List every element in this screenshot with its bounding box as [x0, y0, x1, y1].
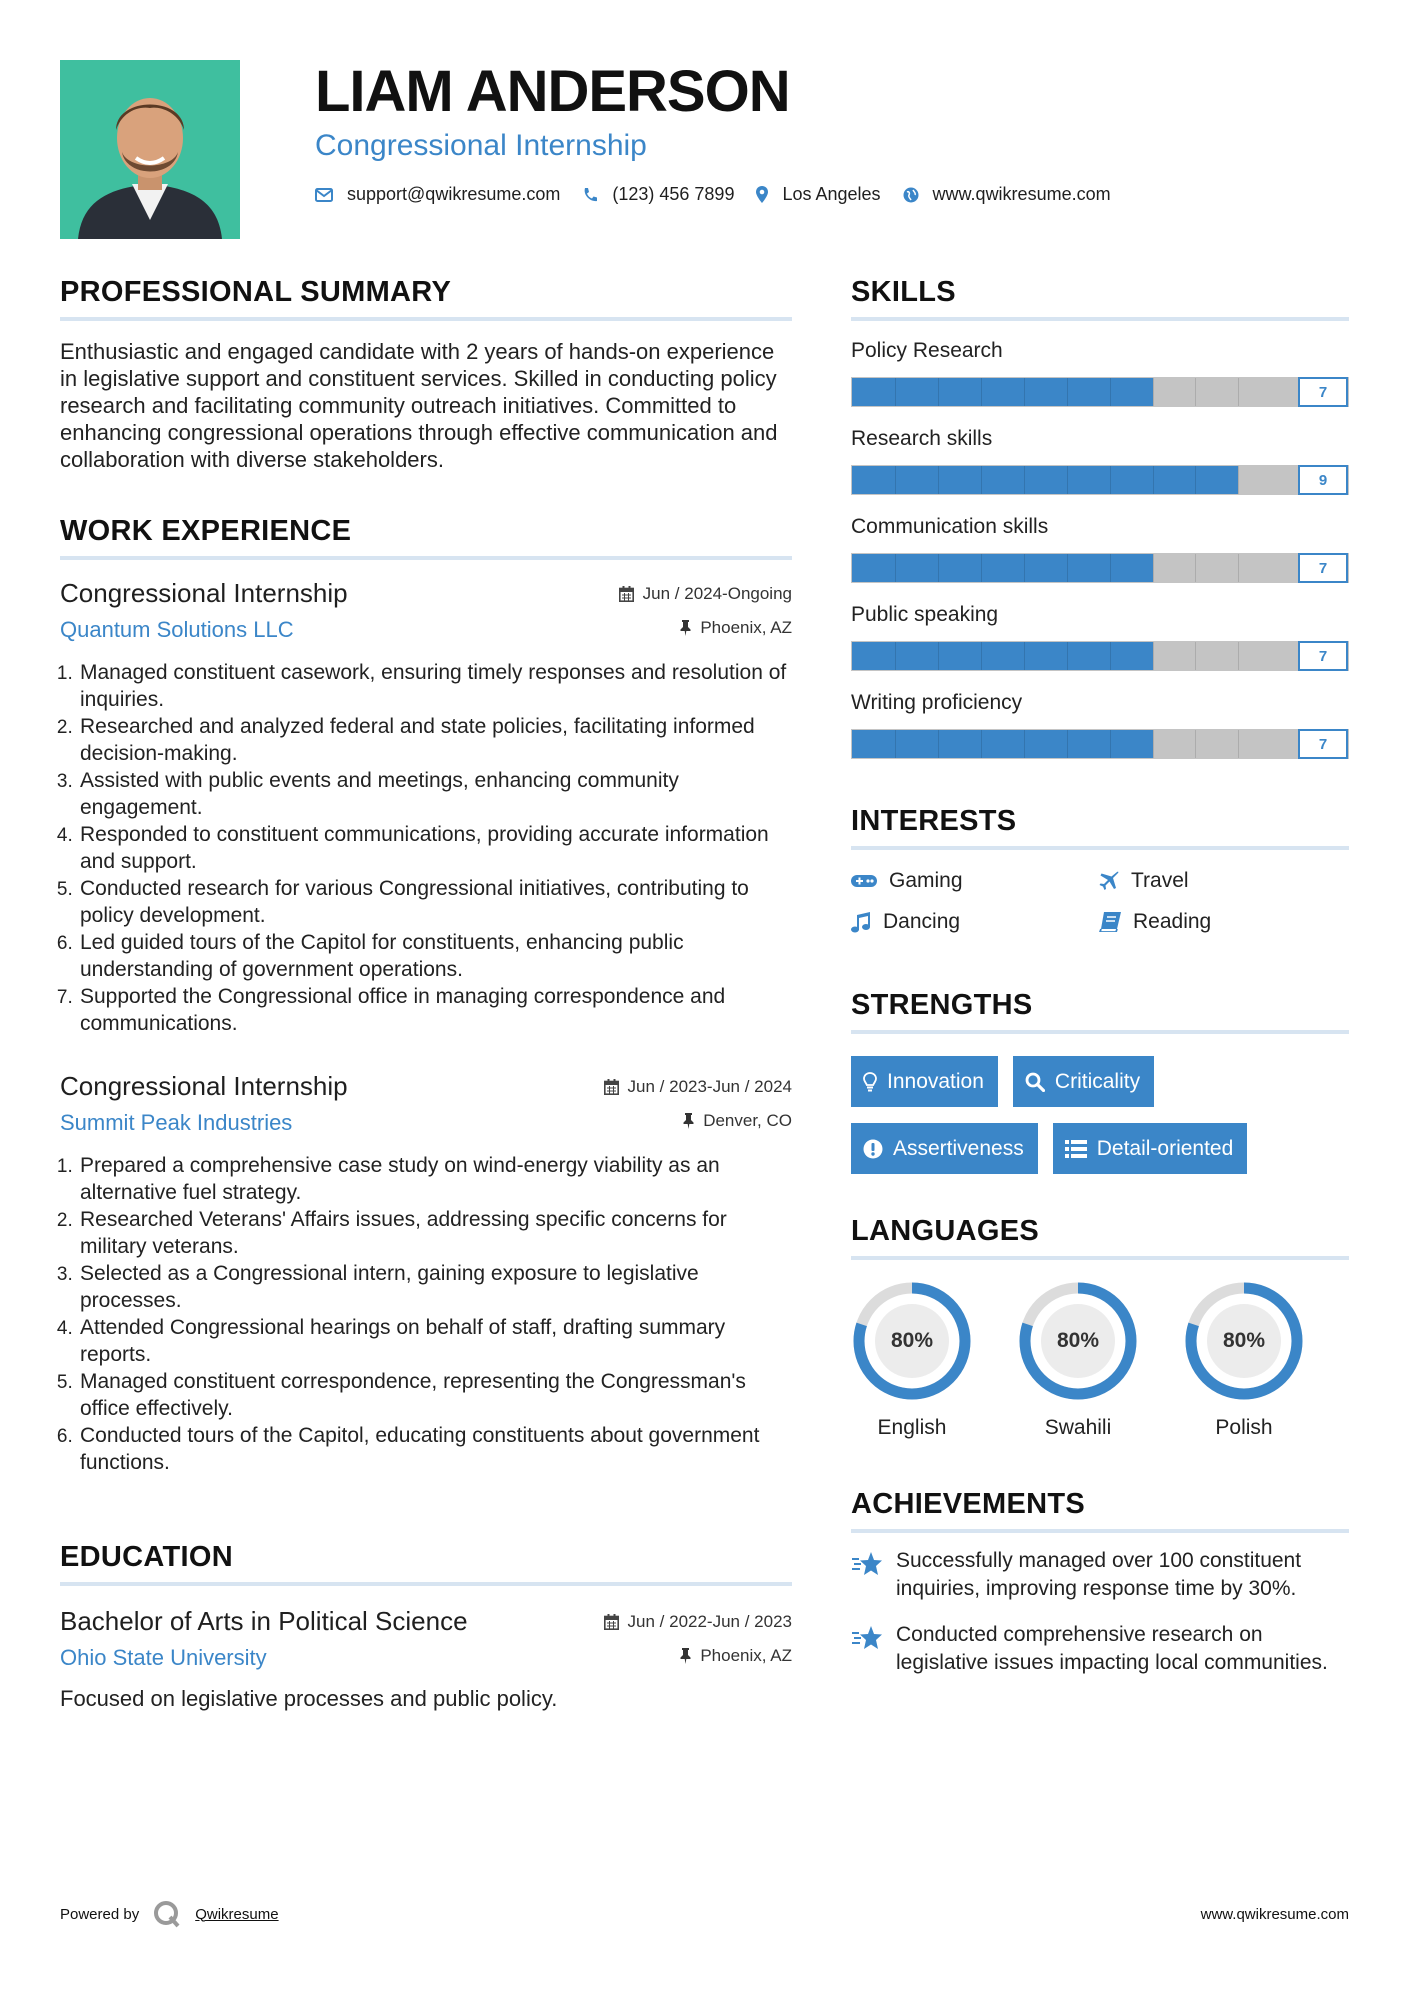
skill-label: Communication skills — [851, 515, 1049, 538]
summary-heading: PROFESSIONAL SUMMARY — [60, 276, 452, 308]
job-location-text: Phoenix, AZ — [700, 618, 792, 637]
strength-badge — [851, 1123, 1038, 1174]
strength-label: Detail-oriented — [1096, 1136, 1234, 1160]
skill-bar-segment — [1024, 642, 1025, 670]
skill-bar-segment — [1153, 730, 1154, 758]
skill-label: Research skills — [851, 427, 993, 450]
profile-photo — [60, 60, 240, 239]
skill-label: Policy Research — [851, 339, 1003, 362]
skill-bar-segment — [895, 554, 896, 582]
job-company: Quantum Solutions LLC — [60, 617, 294, 642]
shooting-star-icon — [851, 1625, 883, 1651]
skill-bar-segment — [1153, 378, 1154, 406]
plane-icon — [1099, 871, 1119, 891]
interest-item — [1099, 910, 1349, 934]
language-name: Polish — [1215, 1416, 1273, 1439]
skill-bar-segment — [1110, 466, 1111, 494]
calendar-icon — [604, 1079, 619, 1095]
skill-bar-segment — [981, 642, 982, 670]
interests-heading: INTERESTS — [851, 805, 1017, 837]
achievement-item — [851, 1547, 1349, 1603]
section-divider — [60, 556, 792, 560]
footer-website[interactable]: www.qwikresume.com — [1200, 1906, 1349, 1923]
skill-bar-segment — [981, 466, 982, 494]
strength-label: Innovation — [887, 1069, 984, 1093]
education-description: Focused on legislative processes and public policy. — [60, 1686, 558, 1711]
job-date-text: Jun / 2023-Jun / 2024 — [627, 1077, 792, 1096]
skill-item — [851, 427, 1349, 495]
shooting-star-icon — [851, 1551, 883, 1577]
list-item: 4. Attended Congressional hearings on behalf of staff, drafting summary reports. — [78, 1314, 792, 1368]
skill-bar-segment — [1067, 466, 1068, 494]
skill-bar-segment — [1067, 642, 1068, 670]
skill-bar-segment — [895, 642, 896, 670]
list-item: 1. Managed constituent casework, ensuring timely responses and resolution of inquiries. — [78, 659, 792, 713]
strength-badge — [1053, 1123, 1248, 1174]
skill-bar-fill — [852, 466, 1238, 494]
list-item: 7. Supported the Congressional office in managing correspondence and communications. — [78, 983, 792, 1037]
skill-bar-segment — [1195, 378, 1196, 406]
interest-label: Reading — [1133, 910, 1212, 933]
skill-bar-segment — [1153, 642, 1154, 670]
calendar-icon — [619, 586, 634, 602]
list-icon — [1065, 1140, 1087, 1158]
strengths-section — [851, 989, 1349, 1174]
skill-bar — [851, 553, 1349, 583]
language-percent: 80% — [890, 1329, 934, 1352]
pushpin-icon — [680, 1648, 691, 1664]
skill-bar-segment — [938, 730, 939, 758]
skill-level: 9 — [1298, 465, 1348, 495]
skill-bar-segment — [981, 378, 982, 406]
skill-bar-segment — [981, 730, 982, 758]
list-item: 6. Led guided tours of the Capitol for constituents, enhancing public understanding of government operations. — [78, 929, 792, 983]
achievements-heading: ACHIEVEMENTS — [851, 1488, 1086, 1520]
section-divider — [851, 1529, 1349, 1533]
contact-phone[interactable] — [582, 184, 734, 205]
education-location-text: Phoenix, AZ — [700, 1646, 792, 1665]
skill-bar-segment — [938, 642, 939, 670]
job-location — [680, 618, 792, 638]
book-icon — [1099, 912, 1121, 932]
skill-bar-segment — [938, 378, 939, 406]
language-percent: 80% — [1222, 1329, 1266, 1352]
summary-text: Enthusiastic and engaged candidate with 2 years of hands-on experience in legislative support and constituent services. Skilled in conducting policy research and facilitating community outreach initiatives. Committed to enhancing congressional operations through effective communication and collaboration with diverse stakeholders. — [60, 339, 778, 472]
job-company: Summit Peak Industries — [60, 1110, 293, 1135]
music-icon — [851, 911, 871, 933]
language-item — [1017, 1280, 1183, 1440]
skill-level: 7 — [1298, 641, 1348, 671]
job-title: Congressional Internship — [60, 578, 348, 608]
skill-bar-segment — [1238, 730, 1239, 758]
candidate-name: LIAM ANDERSON — [315, 59, 790, 124]
interests-list — [851, 869, 1349, 934]
list-item: 3. Selected as a Congressional intern, gaining exposure to legislative processes. — [78, 1260, 792, 1314]
job-entry — [60, 578, 792, 1037]
skill-bar-segment — [1195, 730, 1196, 758]
job-date — [604, 1077, 792, 1097]
job-title: Congressional Internship — [60, 1071, 348, 1101]
skill-item — [851, 515, 1349, 583]
skill-bar-fill — [852, 642, 1153, 670]
search-icon — [1025, 1072, 1045, 1092]
globe-icon — [903, 187, 919, 203]
skill-bar-segment — [938, 466, 939, 494]
skill-bar-segment — [1238, 378, 1239, 406]
phone-icon — [582, 187, 598, 203]
calendar-icon — [604, 1614, 619, 1630]
interest-label: Travel — [1131, 869, 1189, 892]
brand-link[interactable]: Qwikresume — [195, 1905, 279, 1923]
section-divider — [851, 1256, 1349, 1260]
powered-by-text: Powered by — [60, 1905, 140, 1923]
language-percent: 80% — [1056, 1329, 1100, 1352]
skill-bar-segment — [895, 730, 896, 758]
skill-bar-segment — [981, 554, 982, 582]
skill-bar-segment — [1110, 554, 1111, 582]
candidate-title: Congressional Internship — [315, 129, 647, 162]
skill-level: 7 — [1298, 553, 1348, 583]
skill-bar-segment — [1238, 642, 1239, 670]
person-portrait-icon — [60, 60, 240, 239]
skill-bar-segment — [1153, 466, 1154, 494]
skill-bar-segment — [1238, 554, 1239, 582]
skill-bar-segment — [1110, 378, 1111, 406]
job-entry — [60, 1071, 792, 1476]
list-item: 2. Researched and analyzed federal and state policies, facilitating informed decision-making. — [78, 713, 792, 767]
section-divider — [851, 317, 1349, 321]
footer-branding — [60, 1900, 279, 1928]
education-date-text: Jun / 2022-Jun / 2023 — [627, 1612, 792, 1631]
list-item: 5. Conducted research for various Congressional initiatives, contributing to policy development. — [78, 875, 792, 929]
phone-text: (123) 456 7899 — [612, 184, 735, 204]
summary-section — [60, 276, 792, 473]
contact-location — [756, 184, 880, 205]
language-progress-ring — [1017, 1280, 1139, 1402]
skill-bar-segment — [1024, 554, 1025, 582]
language-name: English — [877, 1416, 947, 1439]
languages-section — [851, 1215, 1349, 1440]
skill-bar-segment — [1067, 378, 1068, 406]
interest-label: Dancing — [883, 910, 961, 933]
education-heading: EDUCATION — [60, 1541, 233, 1573]
education-entry — [60, 1606, 792, 1712]
languages-heading: LANGUAGES — [851, 1215, 1039, 1247]
section-divider — [851, 846, 1349, 850]
skill-bar-segment — [895, 466, 896, 494]
skills-heading: SKILLS — [851, 276, 956, 308]
interest-label: Gaming — [889, 869, 963, 892]
contact-email[interactable] — [315, 184, 560, 205]
education-section — [60, 1541, 792, 1712]
interest-item — [851, 910, 1099, 934]
job-responsibilities — [60, 1152, 792, 1476]
job-responsibilities — [60, 659, 792, 1037]
school-name: Ohio State University — [60, 1645, 267, 1670]
strengths-list — [851, 1056, 1349, 1174]
skill-bar — [851, 641, 1349, 671]
section-divider — [60, 1582, 792, 1586]
resume-header — [315, 58, 1355, 205]
skill-level: 7 — [1298, 729, 1348, 759]
skill-bar-segment — [1110, 730, 1111, 758]
experience-heading: WORK EXPERIENCE — [60, 515, 352, 547]
email-text: support@qwikresume.com — [347, 184, 561, 204]
list-item: 2. Researched Veterans' Affairs issues, addressing specific concerns for military veterans. — [78, 1206, 792, 1260]
qwikresume-logo-icon — [153, 1900, 181, 1928]
skill-bar-segment — [1067, 730, 1068, 758]
skill-bar-segment — [1110, 642, 1111, 670]
strength-label: Criticality — [1054, 1069, 1141, 1093]
skill-bar-segment — [1024, 378, 1025, 406]
skill-bar — [851, 729, 1349, 759]
skill-bar-fill — [852, 730, 1153, 758]
interest-item — [851, 869, 1099, 893]
skill-bar-segment — [895, 378, 896, 406]
skill-item — [851, 691, 1349, 759]
gamepad-icon — [851, 873, 877, 889]
language-item — [851, 1280, 1017, 1440]
skill-bar-segment — [1238, 466, 1239, 494]
skill-level: 7 — [1298, 377, 1348, 407]
skill-bar-segment — [1024, 730, 1025, 758]
skills-section — [851, 276, 1349, 759]
list-item: 3. Assisted with public events and meetings, enhancing community engagement. — [78, 767, 792, 821]
interest-item — [1099, 869, 1349, 893]
strength-badge — [1013, 1056, 1154, 1107]
skill-bar-segment — [1195, 554, 1196, 582]
contact-bar — [315, 184, 1355, 205]
skill-bar — [851, 377, 1349, 407]
job-date-text: Jun / 2024-Ongoing — [642, 584, 792, 603]
interests-section — [851, 805, 1349, 934]
pushpin-icon — [683, 1113, 694, 1129]
achievement-item — [851, 1621, 1349, 1677]
skills-list — [851, 339, 1349, 759]
language-progress-ring — [1183, 1280, 1305, 1402]
skill-bar-segment — [1067, 554, 1068, 582]
skill-item — [851, 603, 1349, 671]
skill-label: Public speaking — [851, 603, 999, 626]
exclamation-icon — [863, 1139, 883, 1159]
achievements-section — [851, 1488, 1349, 1677]
language-item — [1183, 1280, 1349, 1440]
skill-bar — [851, 465, 1349, 495]
section-divider — [851, 1030, 1349, 1034]
job-location — [683, 1111, 792, 1131]
achievement-text: Conducted comprehensive research on legislative issues impacting local communities. — [896, 1623, 1328, 1674]
skill-bar-segment — [1195, 642, 1196, 670]
strength-badge — [851, 1056, 998, 1107]
job-date — [619, 584, 792, 604]
skill-label: Writing proficiency — [851, 691, 1023, 714]
skill-bar-fill — [852, 554, 1153, 582]
list-item: 1. Prepared a comprehensive case study on wind-energy viability as an alternative fuel strategy. — [78, 1152, 792, 1206]
achievement-text: Successfully managed over 100 constituent inquiries, improving response time by 30%. — [896, 1549, 1302, 1600]
skill-bar-segment — [938, 554, 939, 582]
languages-list — [851, 1280, 1349, 1440]
skill-item — [851, 339, 1349, 407]
list-item: 6. Conducted tours of the Capitol, educating constituents about government functions. — [78, 1422, 792, 1476]
map-marker-icon — [756, 186, 768, 203]
section-divider — [60, 317, 792, 321]
degree-title: Bachelor of Arts in Political Science — [60, 1606, 468, 1636]
skill-bar-fill — [852, 378, 1153, 406]
strengths-heading: STRENGTHS — [851, 989, 1033, 1021]
job-location-text: Denver, CO — [703, 1111, 792, 1130]
skill-bar-segment — [1195, 466, 1196, 494]
experience-section — [60, 515, 792, 1476]
lightbulb-icon — [863, 1072, 877, 1092]
language-progress-ring — [851, 1280, 973, 1402]
contact-website[interactable] — [903, 184, 1111, 205]
skill-bar-segment — [1024, 466, 1025, 494]
list-item: 5. Managed constituent correspondence, representing the Congressman's office effectively. — [78, 1368, 792, 1422]
language-name: Swahili — [1044, 1416, 1112, 1439]
website-text: www.qwikresume.com — [932, 184, 1111, 204]
list-item: 4. Responded to constituent communications, providing accurate information and support. — [78, 821, 792, 875]
envelope-icon — [315, 188, 333, 202]
pushpin-icon — [680, 620, 691, 636]
location-text: Los Angeles — [782, 184, 881, 204]
strength-label: Assertiveness — [893, 1136, 1024, 1160]
education-date — [604, 1612, 792, 1632]
education-location — [680, 1646, 792, 1666]
skill-bar-segment — [1153, 554, 1154, 582]
